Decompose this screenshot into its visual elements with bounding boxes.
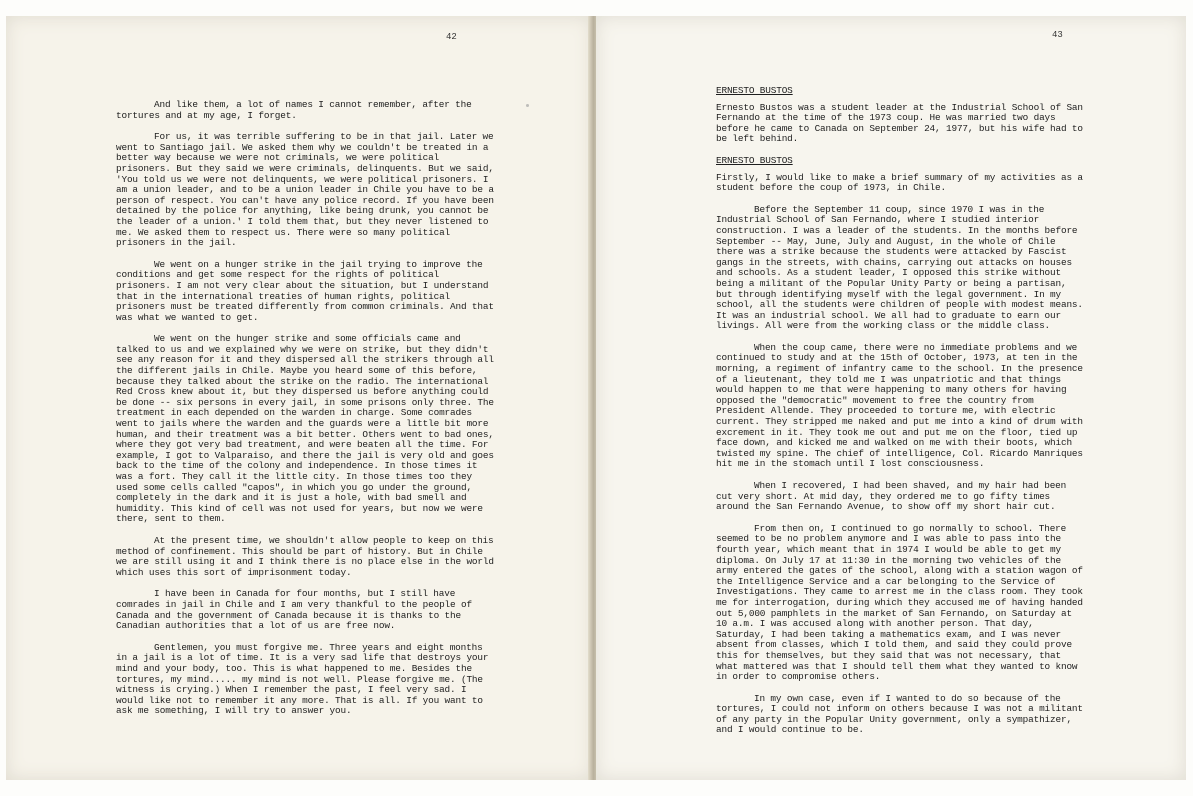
paragraph: We went on the hunger strike and some officials came and talked to us and we explained why we were on strike, but they didn't see any reason for it and they dispersed all the strikers through all the different jails in Chile. Maybe you heard some of this before, because they talked about the strike on the radio. The international Red Cross knew about it, but they dispersed us before anything could be done -- six persons in every jail, in some prisons only three. The treatment in each depended on the warden in charge. Some comrades went to jails where the warden and the guards were a little bit more human, and their treatment was a bit better. Others went to bad ones, where they got very bad treatment, and were beaten all the time. For example, I got to Valparaiso, and there the jail is very old and goes back to the time of the colony and independence. In those times it was a fort. They call it the little city. In those times too they used some cells called "capos", in which you go under the ground, completely in the dark and it is just a hole, with bad smell and humidity. This kind of cell was not used for years, but now we were there, sent to them. — [116, 333, 494, 525]
paragraph: We went on a hunger strike in the jail trying to improve the conditions and get some respect for the rights of political prisoners. I am not very clear about the situation, but I understand that in the international treaties of human rights, political prisoners must be treated differently from common criminals. And that was what we wanted to get. — [116, 258, 494, 323]
paper-speck — [526, 104, 529, 107]
paragraph: From then on, I continued to go normally to school. There seemed to be no problem anymore and I was able to pass into the fourth year, which meant that in 1974 I would be able to get my diploma. On July 17 at 11:30 in the morning two vehicles of the army entered the gates of the school, along with a station wagon of the Intelligence Service and a car belonging to the Service of Investigations. They came to arrest me in the class room. They took me for interrogation, during which they accused me of having handed out 5,000 pamphlets in the market of San Fernando, on Saturday at 10 a.m. I was accused along with another person. That day, Saturday, I had been taking a mathematics exam, and I was never absent from classes, which I told them, and said they could prove this for themselves, but they said that was not necessary, that what mattered was that I should tell them what they wanted to know in order to compromise others. — [716, 522, 1083, 683]
paragraph: I have been in Canada for four months, but I still have comrades in jail in Chile and I am very thankful to the people of Canada and the government of Canada because it is thanks to the Canadian authorities that a lot of us are free now. — [116, 588, 472, 632]
section-heading: ERNESTO BUSTOS — [716, 154, 793, 166]
paragraph: When I recovered, I had been shaved, and my hair had been cut very short. At mid day, they ordered me to go fifty times around the San Fernando Avenue, to show off my short hair cut. — [716, 480, 1067, 513]
paragraph: When the coup came, there were no immediate problems and we continued to study and at the 15th of October, 1973, at ten in the morning, a regiment of infantry came to the school. In the presence of a lieutenant, they told me I was unpatriotic and that things would happen to me that were happening to many others for having opposed the "democratic" movement to free the country from President Allende. They proceeded to torture me, with electric current. They stripped me naked and put me into a kind of drum with excrement in it. They took me out and put me on the floor, tied up face down, and kicked me and walked on me with their boots, which twisted my spine. The chief of intelligence, Col. Ricardo Manriques hit me in the stomach until I lost consciousness. — [716, 341, 1083, 470]
right-page — [596, 16, 1186, 780]
paragraph: And like them, a lot of names I cannot remember, after the tortures and at my age, I forget. — [116, 99, 472, 121]
paragraph: In my own case, even if I wanted to do so because of the tortures, I could not inform on others because I was not a militant of any party in the Popular Unity government, only a sympathizer, and I would continue to be. — [716, 692, 1083, 736]
paragraph: For us, it was terrible suffering to be in that jail. Later we went to Santiago jail. We asked them why we couldn't be treated in a better way because we were not criminals, we were political prisoners. But they said we were criminals, delinquents. But we said, 'You told us we were not delinquents, we were political prisoners. I am a union leader, and to be a union leader in Chile you have to be a person of respect. You can't have any police record. If you have been detained by the police for anything, like being drunk, you cannot be the leader of a union.' I told them that, but they never listened to me. We asked them to respect us. There were so many political prisoners in the jail. — [116, 131, 494, 249]
page-number-right: 43 — [1052, 30, 1063, 40]
intro-paragraph: Ernesto Bustos was a student leader at the Industrial School of San Fernando at the time of the 1973 coup. He was married two days before he came to Canada on September 24, 1977, but his wife had to be left behind. — [716, 101, 1083, 145]
paragraph: Before the September 11 coup, since 1970 I was in the Industrial School of San Fernando, where I studied interior construction. I was a leader of the students. In the months before September -- May, June, July and August, in the whole of Chile there was a strike because the students were attacked by Fascist gangs in the streets, with chains, carrying out attacks on houses and schools. As a student leader, I opposed this strike without being a militant of the Popular Unity Party or being a partisan, but through identifying myself with the legal government. In my school, all the students were children of people with modest means. It was an industrial school. We all had to graduate to earn our livings. All were from the working class or the middle class. — [716, 203, 1083, 332]
paragraph: At the present time, we shouldn't allow people to keep on this method of confinement. This should be part of history. But in Chile we are still using it and I think there is no place else in the world which uses this sort of imprisonment today. — [116, 534, 494, 578]
paragraph: Firstly, I would like to make a brief summary of my activities as a student before the coup of 1973, in Chile. — [716, 171, 1083, 194]
page-number-left: 42 — [446, 32, 457, 42]
paragraph: Gentlemen, you must forgive me. Three years and eight months in a jail is a lot of time. It is a very sad life that destroys your mind and your body, too. This is what happened to me. Besides the tortures, my mind..... my mind is not well. Please forgive me. (The witness is crying.) When I remember the past, I feel very sad. I would like not to remember it any more. That is all. If you want to ask me something, I will try to answer you. — [116, 641, 489, 717]
right-page-text — [716, 86, 1086, 747]
left-page-text — [116, 100, 496, 728]
section-heading: ERNESTO BUSTOS — [716, 85, 793, 96]
left-page — [6, 16, 592, 780]
